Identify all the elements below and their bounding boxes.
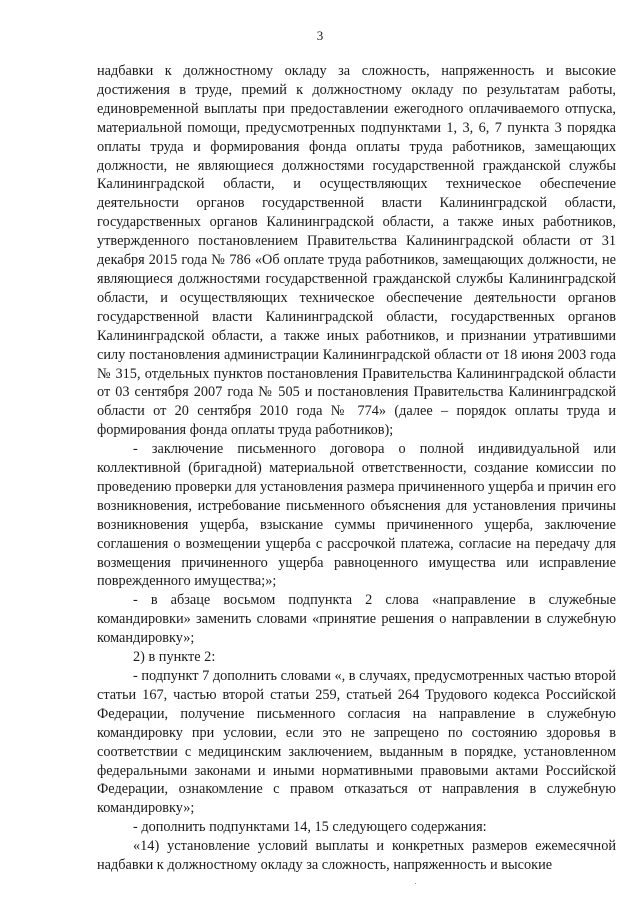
page-number: 3 xyxy=(316,28,324,43)
paragraph-continued-payment-procedure: надбавки к должностному окладу за сложность, напряженность и высокие достижения в труде, премий к должностному окладу по результатам работы, единовременной выплаты при предоставлении ежегодного оплачиваемого отпуска, материальной помощи, предусмотренных подпунктами 1, 3, 6, 7 пункта 3 порядка оплаты труда и формирования фонда оплаты труда работников, замещающих должности, не являющиеся должностями государственной гражданской службы Калининградской области, и осуществляющих техническое обеспечение деятельности органов государственной власти Калининградской области, государственных органов Калининградской области, а также иных работников, утвержденного постановлением Правительства Калининградской области от 31 декабря 2015 года № 786 «Об оплате труда работников, замещающих должности, не являющиеся должностями государственной гражданской службы Калининградской области, и осуществляющих техническое обеспечение деятельности органов государственной власти Калининградской области, государственных органов Калининградской области, а также иных работников, и признании утратившими силу постановления администрации Калининградской области от 18 июня 2003 года № 315, отдельных пунктов постановления Правительства Калининградской области от 03 сентября 2007 года № 505 и постановления Правительства Калининградской области от 20 сентября 2010 года № 774» (далее – порядок оплаты труда и формирования фонда оплаты труда работников); xyxy=(97,63,616,439)
paragraph-material-liability: - заключение письменного договора о полной индивидуальной или коллективной (бригадной) материальной ответственности, создание комиссии по проведению проверки для установления размера причиненного ущерба и причин его возникновения, истребование письменного объяснения для установления причины возникновения ущерба, взыскание суммы причиненного ущерба, заключение соглашения о возмещении ущерба с рассрочкой платежа, согласие на передачу для возмещения причиненного ущерба равноценного имущества или исправление поврежденного имущества;»; xyxy=(97,441,616,590)
paragraph-business-trip-amendment: - в абзаце восьмом подпункта 2 слова «направление в служебные командировки» заменить словами «принятие решения о направлении в служебную командировку»; xyxy=(97,592,616,647)
paragraph-subitem-7-addition: - подпункт 7 дополнить словами «, в случаях, предусмотренных частью второй статьи 167, частью второй статьи 259, статьей 264 Трудового кодекса Российской Федерации, получение письменного согласия на направление в служебную командировку при условии, если это не запрещено по состоянию здоровья в соответствии с медицинским заключением, выданным в порядке, установленном федеральными законами и иными нормативными правовыми актами Российской Федерации, ознакомление с правом отказаться от направления в служебную командировку»; xyxy=(97,668,616,817)
paragraph-add-subitems: - дополнить подпунктами 14, 15 следующего содержания: xyxy=(133,819,487,836)
document-body xyxy=(97,62,616,875)
paragraph-subitem-14: «14) установление условий выплаты и конкретных размеров ежемесячной надбавки к должностному окладу за сложность, напряженность и высокие xyxy=(97,838,616,874)
paragraph-item-2-heading: 2) в пункте 2: xyxy=(133,649,216,666)
scan-artifact-dot xyxy=(415,883,416,884)
